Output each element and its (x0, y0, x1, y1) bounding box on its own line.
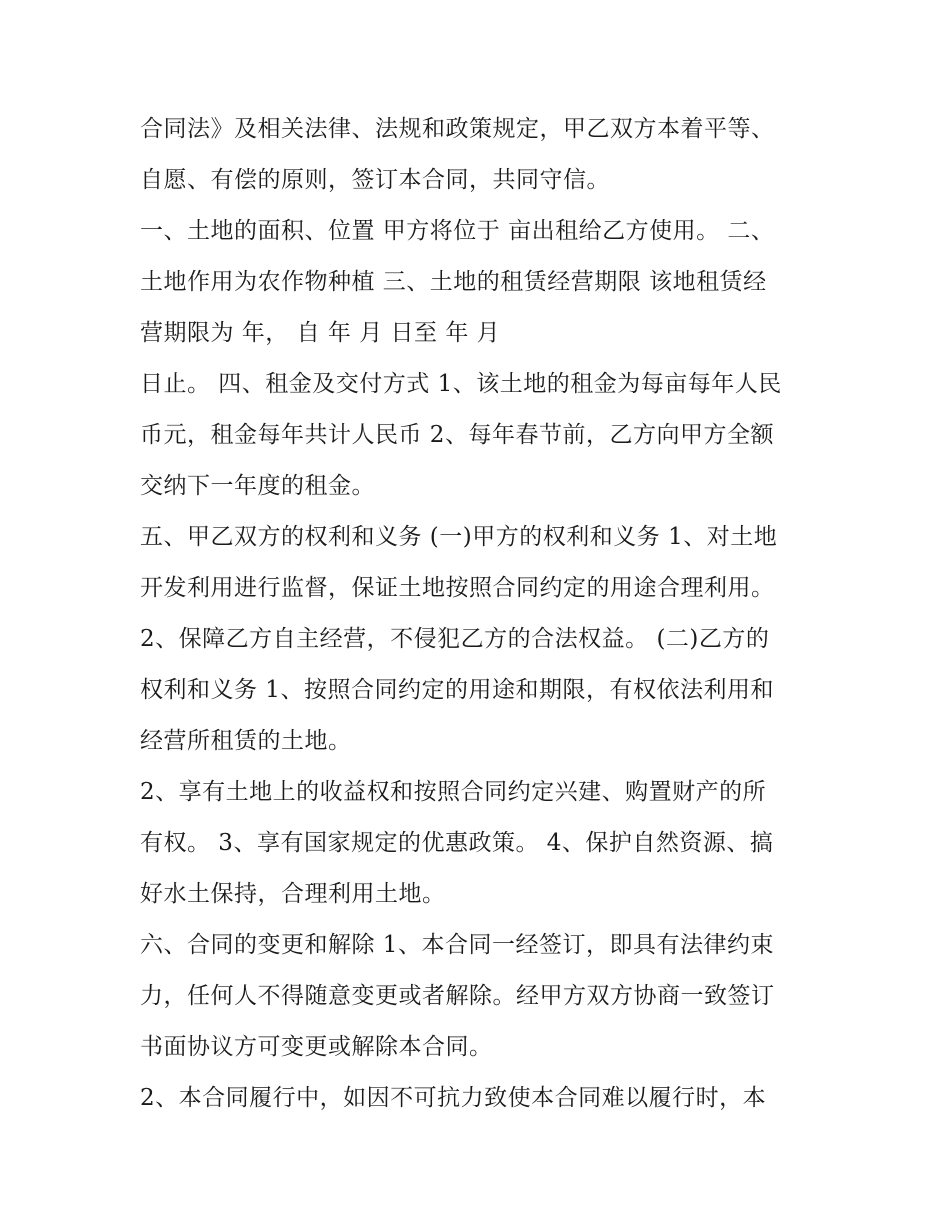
text-line: 六、合同的变更和解除 1、本合同一经签订，即具有法律约束 (140, 932, 774, 958)
text-line: 2、享有土地上的收益权和按照合同约定兴建、购置财产的所 (140, 779, 767, 805)
text-line: 书面协议方可变更或解除本合同。 (140, 1034, 493, 1060)
contract-body-text (140, 104, 820, 1124)
text-line: 2、保障乙方自主经营，不侵犯乙方的合法权益。 (二)乙方的 (140, 626, 770, 652)
text-line: 五、甲乙双方的权利和义务 (一)甲方的权利和义务 1、对土地 (140, 524, 778, 550)
text-line: 土地作用为农作物种植 三、土地的租赁经营期限 该地租赁经 (140, 269, 767, 295)
text-line: 交纳下一年度的租金。 (140, 473, 375, 499)
text-line: 权利和义务 1、按照合同约定的用途和期限，有权依法利用和 (140, 677, 774, 703)
text-line: 合同法》及相关法律、法规和政策规定，甲乙双方本着平等、 (140, 116, 775, 142)
text-line: 有权。 3、享有国家规定的优惠政策。 4、保护自然资源、搞 (140, 830, 774, 856)
text-line: 币元，租金每年共计人民币 2、每年春节前，乙方向甲方全额 (140, 422, 774, 448)
text-line: 经营所租赁的土地。 (140, 728, 352, 754)
text-line: 日止。 四、租金及交付方式 1、该土地的租金为每亩每年人民 (140, 371, 782, 397)
text-line: 开发利用进行监督，保证土地按照合同约定的用途合理利用。 (140, 575, 775, 601)
text-line: 一、土地的面积、位置 甲方将位于 亩出租给乙方使用。 二、 (140, 218, 775, 244)
text-line: 力，任何人不得随意变更或者解除。经甲方双方协商一致签订 (140, 983, 775, 1009)
text-line: 营期限为 年， 自 年 月 日至 年 月 (140, 320, 501, 346)
text-line: 好水土保持，合理利用土地。 (140, 881, 446, 907)
text-line: 自愿、有偿的原则，签订本合同，共同守信。 (140, 167, 610, 193)
text-line: 2、本合同履行中，如因不可抗力致使本合同难以履行时，本 (140, 1085, 767, 1111)
